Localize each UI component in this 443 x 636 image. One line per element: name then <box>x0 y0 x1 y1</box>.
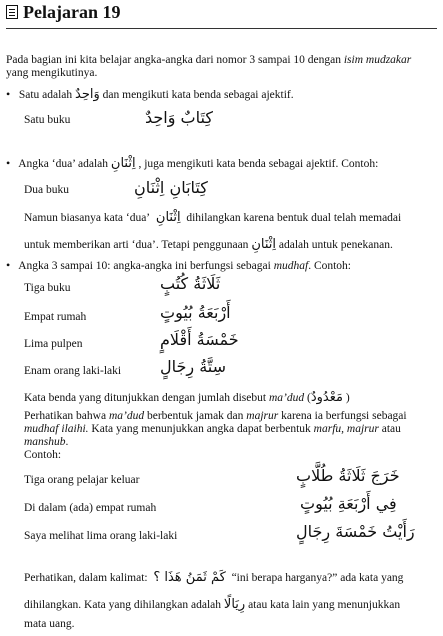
example-arabic: ثَلَاثَةُ كُتُبٍ <box>160 274 221 293</box>
bullet1-after: dan mengikuti kata benda sebagai ajektif. <box>102 89 294 101</box>
bullet1-line <box>6 88 294 102</box>
example-label: Empat rumah <box>24 311 87 323</box>
example-label: Dua buku <box>24 184 70 196</box>
example-label: Tiga orang pelajar keluar <box>24 474 140 486</box>
example-arabic: أَرْبَعَةُ بُيُوتٍ <box>160 303 231 322</box>
bullet-marker: • <box>6 258 11 272</box>
title-divider <box>6 28 437 29</box>
closing-line1: Perhatikan, dalam kalimat: كَمْ ثَمَنُ هَذَا ؟ “ini berapa harganya?” ada kata yang <box>24 570 404 585</box>
example-arabic: فِي أَرْبَعَةِ بُيُوتٍ <box>300 494 397 513</box>
page-title-text: Pelajaran 19 <box>23 2 121 22</box>
example-arabic: كِتَابَانِ اِثْنَانِ <box>134 178 208 197</box>
bullet-marker: • <box>6 87 11 101</box>
example-label: Satu buku <box>24 114 71 126</box>
page-title <box>6 2 120 23</box>
example-arabic: سِتَّةُ رِجَالٍ <box>160 357 227 376</box>
bullet2-before: Angka ‘dua’ adalah <box>18 158 109 170</box>
bullet2-note-line1: Namun biasanya kata ‘dua’ اِثْنَانِ dihilangkan karena bentuk dual telah memadai <box>24 210 402 225</box>
closing-line2: dihilangkan. Kata yang dihilangkan adalah رِيَالًا atau kata lain yang menunjukkan <box>24 597 401 612</box>
bullet2-note-line2: untuk memberikan arti ‘dua’. Tetapi penggunaan اِثْنَانِ adalah untuk penekanan. <box>24 237 393 252</box>
perhatikan-paragraph: Perhatikan bahwa ma’dud berbentuk jamak dan majrur karena ia berfungsi sebagai mudhaf ilaihi. Kata yang menunjukkan angka dapat berbentuk marfu, majrur atau manshub. Contoh: <box>24 410 407 461</box>
maadud-line: Kata benda yang ditunjukkan dengan jumlah disebut ma’dud (مَعْدُودٌ ) <box>24 390 350 405</box>
bullet2-after: , juga mengikuti kata benda sebagai ajektif. Contoh: <box>138 158 379 170</box>
maadud-arabic: مَعْدُودٌ <box>310 390 343 405</box>
example-label: Lima pulpen <box>24 338 83 350</box>
closing-arabic: كَمْ ثَمَنُ هَذَا ؟ <box>153 570 226 585</box>
bullet-marker: • <box>6 156 11 170</box>
example-label: Saya melihat lima orang laki-laki <box>24 530 178 542</box>
bullet3-line: • Angka 3 sampai 10: angka-angka ini berfungsi sebagai mudhaf. Contoh: <box>6 258 351 272</box>
note-arabic: اِثْنَانِ <box>251 237 276 252</box>
bullet2-arabic: اِثْنَانِ <box>110 156 136 171</box>
bullet2-line <box>6 157 378 171</box>
closing-line3: mata uang. <box>24 618 75 630</box>
example-arabic: خَمْسَةُ أَقْلَامٍ <box>160 330 239 349</box>
example-arabic: كِتَابٌ وَاحِدٌ <box>145 108 213 127</box>
example-arabic: رَأَيْتُ خَمْسَةَ رِجَالٍ <box>296 522 415 541</box>
closing-arabic: رِيَالًا <box>223 597 246 612</box>
bullet1-arabic: وَاحِدٌ <box>75 87 100 102</box>
note-arabic: اِثْنَانِ <box>155 210 181 225</box>
intro-paragraph: Pada bagian ini kita belajar angka-angka dari nomor 3 sampai 10 dengan isim mudzakar yang mengikutinya. <box>6 54 412 79</box>
example-arabic: خَرَجَ ثَلَاثَةُ طُلَّابٍ <box>296 466 400 485</box>
example-label: Tiga buku <box>24 282 71 294</box>
example-label: Di dalam (ada) empat rumah <box>24 502 157 514</box>
example-label: Enam orang laki-laki <box>24 365 122 377</box>
bullet1-before: Satu adalah <box>18 89 73 101</box>
document-icon <box>6 5 18 19</box>
